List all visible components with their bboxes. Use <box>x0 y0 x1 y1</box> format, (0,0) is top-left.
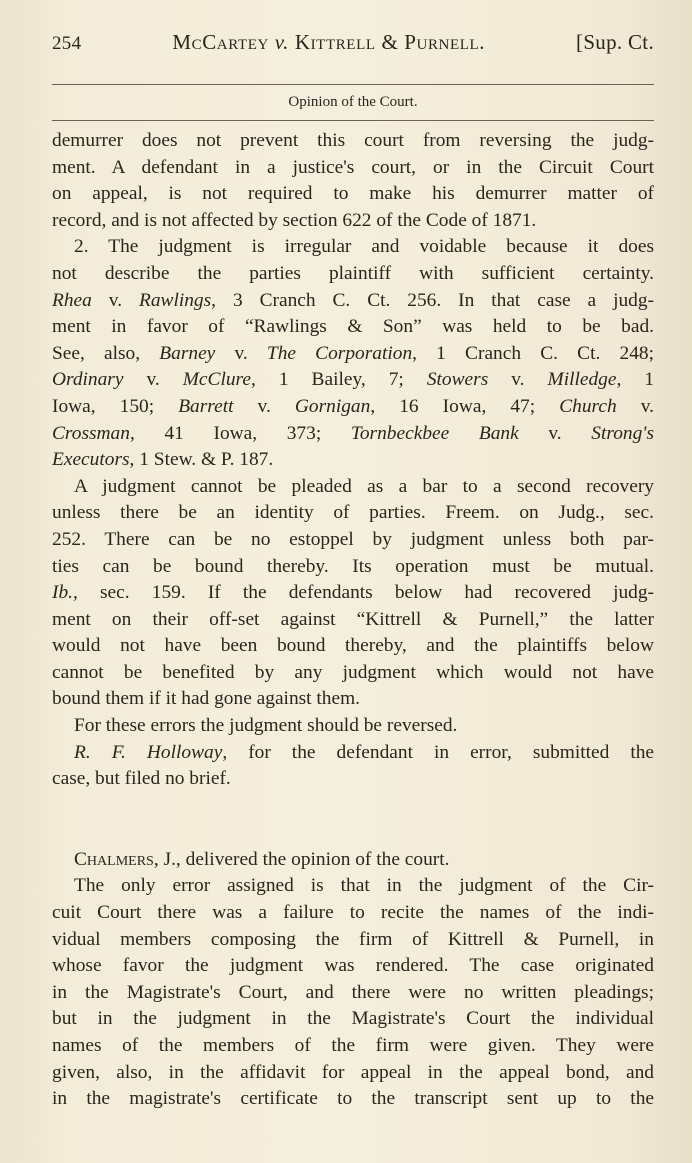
text-line <box>52 367 654 394</box>
text-line: 2. The judgment is irregular and voidable because it does <box>74 236 654 258</box>
case-name: Rhea <box>52 289 92 311</box>
text-run: v. <box>616 395 654 417</box>
text-run: , 1 <box>616 369 654 391</box>
text-run: , 1 Bailey, 7; <box>250 369 427 391</box>
text-line: cuit Court there was a failure to recite the names of the indi- <box>52 902 654 924</box>
body-text <box>52 128 654 1113</box>
case-name: Milledge <box>547 369 617 391</box>
text-run: , 16 Iowa, 47; <box>370 395 560 417</box>
text-line: in the magistrate's certificate to the transcript sent up to the <box>52 1088 654 1110</box>
counsel-name: R. F. Holloway <box>74 741 223 763</box>
text-line: cannot be benefited by any judgment which would not have <box>52 661 654 683</box>
text-line: in the Magistrate's Court, and there were no written pleadings; <box>52 981 654 1003</box>
text-run: , 3 Cranch C. Ct. 256. In that case a judg- <box>211 289 654 311</box>
case-name: Executors <box>52 449 130 471</box>
running-head <box>52 30 654 64</box>
text-run: Iowa, 150; <box>52 395 179 417</box>
text-line: A judgment cannot be pleaded as a bar to a second recovery <box>74 475 654 497</box>
text-run: , delivered the opinion of the court. <box>175 848 450 870</box>
text-run: v. <box>123 369 183 391</box>
case-name: Ordinary <box>52 369 124 391</box>
text-line: names of the members of the firm were given. They were <box>52 1035 654 1056</box>
text-run: , 41 Iowa, 373; <box>129 422 351 444</box>
text-run: , 1 Stew. & P. 187. <box>129 449 274 471</box>
text-line <box>52 421 654 448</box>
text-line <box>52 447 654 474</box>
text-line: but in the judgment in the Magistrate's Court the individual <box>52 1008 654 1030</box>
text-line: vidual members composing the firm of Kittrell & Purnell, in <box>52 928 654 950</box>
case-name: The Corporation <box>266 342 413 364</box>
text-line: bound them if it had gone against them. <box>52 688 361 710</box>
opinion-subhead: Opinion of the Court. <box>288 94 418 110</box>
text-line: 252. There can be no estoppel by judgment unless both par- <box>52 528 654 550</box>
text-run: , sec. 159. If the defendants below had recovered judg- <box>73 582 654 604</box>
text-line: case, but filed no brief. <box>52 768 231 790</box>
case-name: Tornbeckbee Bank <box>350 422 519 444</box>
text-run: v. <box>488 369 548 391</box>
text-line: would not have been bound thereby, and the plaintiffs below <box>52 635 654 657</box>
section-gap <box>52 793 654 847</box>
text-line: demurrer does not prevent this court from reversing the judg- <box>52 130 654 151</box>
text-line <box>52 580 654 607</box>
text-run: v. <box>518 422 592 444</box>
case-title-pre: McCartey <box>172 30 275 54</box>
text-line: ties can be bound thereby. Its operation must be mutual. <box>52 555 654 577</box>
text-line: record, and is not affected by section 622 of the Code of 1871. <box>52 209 537 231</box>
text-line: given, also, in the affidavit for appeal in the appeal bond, and <box>52 1061 654 1083</box>
case-name: Strong's <box>591 422 654 444</box>
text-line <box>52 394 654 421</box>
text-run: v. <box>215 342 267 364</box>
text-line: on appeal, is not required to make his demurrer matter of <box>52 183 654 205</box>
header-rule <box>52 84 654 85</box>
text-run: , 1 Cranch C. Ct. 248; <box>412 342 654 364</box>
text-run: , for the defendant in error, submitted the <box>222 741 654 763</box>
text-line: unless there be an identity of parties. Freem. on Judg., sec. <box>52 502 654 524</box>
case-name: Gornigan <box>294 395 371 417</box>
case-name: Barney <box>159 342 216 364</box>
text-line: For these errors the judgment should be reversed. <box>74 715 458 737</box>
case-title-post: Kittrell & Purnell. <box>288 30 486 54</box>
text-line: whose favor the judgment was rendered. The case originated <box>52 955 654 977</box>
case-title <box>172 30 485 55</box>
subhead-rule <box>52 120 654 121</box>
case-name: Barrett <box>178 395 234 417</box>
text-line: The only error assigned is that in the judgment of the Cir- <box>74 875 654 897</box>
page-number: 254 <box>52 33 82 54</box>
text-line <box>52 847 654 874</box>
case-name: Stowers <box>426 369 489 391</box>
text-run: v. <box>233 395 295 417</box>
text-line: ment. A defendant in a justice's court, or in the Circuit Court <box>52 156 654 178</box>
text-line: ment in favor of “Rawlings & Son” was held to be bad. <box>52 316 654 338</box>
case-name: Rawlings <box>138 289 212 311</box>
case-title-v: v. <box>274 30 289 54</box>
text-line <box>52 341 654 368</box>
case-name: Ib. <box>52 582 74 604</box>
text-line: not describe the parties plaintiff with sufficient certainty. <box>52 262 654 284</box>
case-name: Church <box>559 395 617 417</box>
text-line <box>52 288 654 315</box>
judge-name: Chalmers, J. <box>74 848 176 870</box>
case-name: McClure <box>182 369 251 391</box>
text-run: v. <box>91 289 139 311</box>
text-run: See, also, <box>52 342 160 364</box>
case-name: Crossman <box>52 422 130 444</box>
text-line: ment on their off-set against “Kittrell & Purnell,” the latter <box>52 608 654 630</box>
court-label: [Sup. Ct. <box>576 30 654 54</box>
text-line <box>52 740 654 767</box>
